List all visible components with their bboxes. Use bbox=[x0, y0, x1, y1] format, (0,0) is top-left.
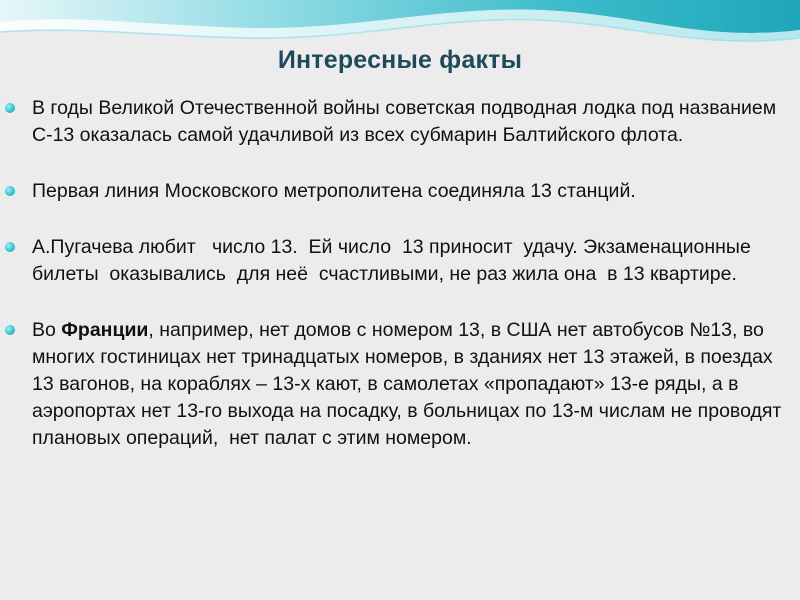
slide-title: Интересные факты bbox=[277, 46, 523, 74]
bullet-dot-icon bbox=[5, 325, 15, 335]
facts-list bbox=[0, 95, 800, 481]
list-item bbox=[0, 234, 800, 288]
bullet-dot-icon bbox=[5, 103, 15, 113]
bullet-dot-icon bbox=[5, 242, 15, 252]
fact-text-post: , например, нет домов с номером 13, в США нет автобусов №13, во многих гостиницах нет тринадцатых номеров, в зданиях нет 13 этажей, в поездах 13 вагонов, на кораблях – 13-х кают, в самолетах «пропадают» 13-е ряды, а в аэропортах нет 13-го выхода на посадку, в больницах по 13-м числам не проводят плановых операций, нет палат с этим номером. bbox=[32, 319, 787, 449]
fact-text: А.Пугачева любит число 13. Ей число 13 приносит удачу. Экзаменационные билеты оказывались для неё счастливыми, не раз жила она в 13 квартире. bbox=[32, 236, 757, 285]
list-item bbox=[0, 95, 800, 149]
fact-text: В годы Великой Отечественной войны советская подводная лодка под названием С-13 оказалась самой удачливой из всех субмарин Балтийского флота. bbox=[32, 97, 777, 146]
list-item bbox=[0, 178, 800, 205]
fact-text-emphasis: Франции bbox=[61, 319, 149, 341]
bullet-dot-icon bbox=[5, 186, 15, 196]
fact-text-pre: Во bbox=[32, 319, 62, 341]
list-item bbox=[0, 317, 800, 452]
fact-text bbox=[32, 319, 787, 449]
fact-text: Первая линия Московского метрополитена соединяла 13 станций. bbox=[32, 180, 636, 202]
